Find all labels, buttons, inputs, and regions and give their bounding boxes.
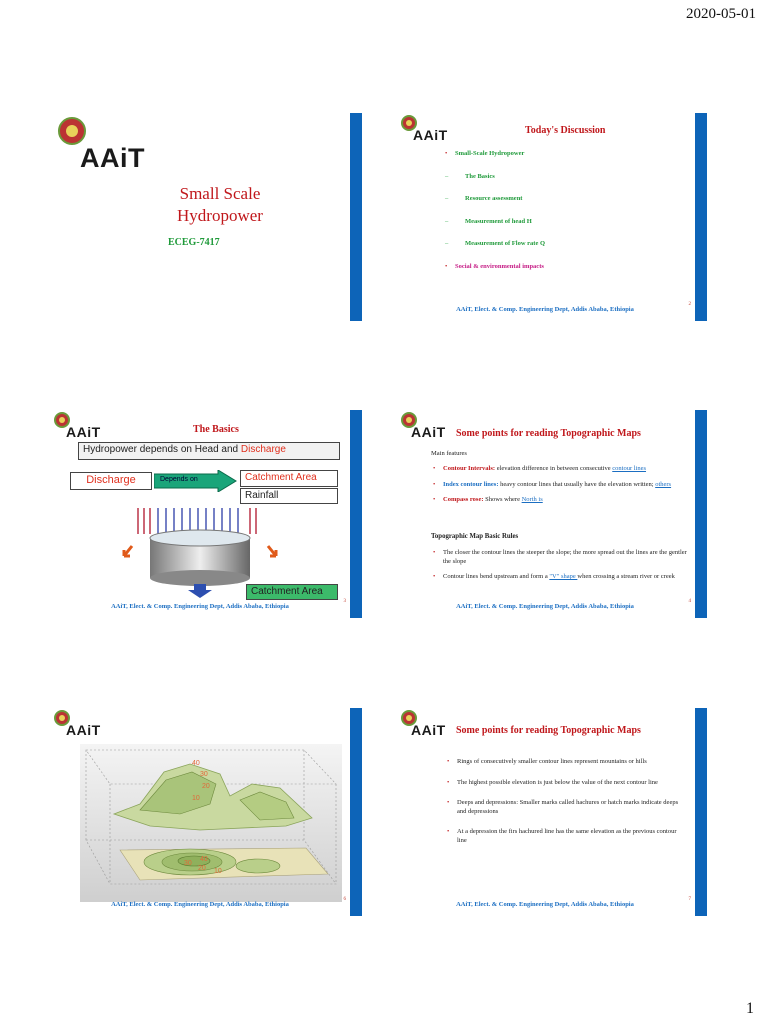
brand-name: AAiT xyxy=(80,143,145,173)
head-discharge-banner: Hydropower depends on Head and Discharge xyxy=(78,442,340,460)
slide-side-bar xyxy=(695,410,707,618)
elevation-label-20: 20 xyxy=(202,783,210,790)
slide-footer: AAiT, Elect. & Comp. Engineering Dept, Addis Ababa, Ethiopia xyxy=(111,603,289,610)
list-item: • Social & environmental impacts xyxy=(443,263,683,272)
slide-footer: AAiT, Elect. & Comp. Engineering Dept, Addis Ababa, Ethiopia xyxy=(456,306,634,313)
brand-name: AAiT xyxy=(411,424,446,440)
brand-name: AAiT xyxy=(66,424,101,440)
slide-number: 4 xyxy=(688,599,691,604)
slide-6 xyxy=(395,708,707,916)
map-label-40: 40 xyxy=(200,856,208,863)
list-item: – Measurement of Flow rate Q xyxy=(443,240,683,249)
list-item: • Compass rose: Shows where North is xyxy=(431,496,695,505)
list-item: • Contour Intervals: elevation difference in between consecutive contour lines xyxy=(431,465,695,474)
discharge-box: Discharge xyxy=(70,472,152,490)
slide-title: Small Scale Hydropower xyxy=(177,184,263,225)
main-features-heading: Main features xyxy=(431,450,467,457)
list-item: • Index contour lines: heavy contour lines that usually have the elevation written; others xyxy=(431,481,695,490)
slide-footer: AAiT, Elect. & Comp. Engineering Dept, Addis Ababa, Ethiopia xyxy=(111,901,289,908)
list-item: – Measurement of head H xyxy=(443,218,683,227)
depends-on-label: Depends on xyxy=(160,476,198,483)
brand-name: AAiT xyxy=(411,722,446,738)
contour-lines-link[interactable]: contour lines xyxy=(612,465,647,472)
slide-3 xyxy=(50,410,362,618)
slide-title: Today's Discussion xyxy=(525,125,606,136)
elevation-label-10: 10 xyxy=(192,795,200,802)
slide-footer: AAiT, Elect. & Comp. Engineering Dept, Addis Ababa, Ethiopia xyxy=(456,901,634,908)
list-item: • The closer the contour lines the steeper the slope; the more spread out the lines are the gentler the slope xyxy=(431,549,695,566)
3d-contour-terrain-illustration xyxy=(80,744,342,902)
elevation-label-30: 30 xyxy=(200,771,208,778)
slide-title: Some points for reading Topographic Maps xyxy=(456,725,641,736)
slide-number: 7 xyxy=(688,897,691,902)
list-item: • The highest possible elevation is just below the value of the next contour line xyxy=(445,779,679,788)
others-link[interactable]: others xyxy=(655,480,672,488)
map-label-20: 20 xyxy=(198,865,206,872)
map-label-30: 30 xyxy=(184,860,192,867)
print-date: 2020-05-01 xyxy=(686,6,756,22)
slide-side-bar xyxy=(350,410,362,618)
slide-number: 2 xyxy=(688,302,691,307)
list-item: • Contour lines bend upstream and form a "V" shape when crossing a stream river or creek xyxy=(431,573,695,582)
list-item: • Small-Scale Hydropower xyxy=(443,150,683,159)
north-is-link[interactable]: North is xyxy=(521,496,543,503)
slide-footer: AAiT, Elect. & Comp. Engineering Dept, Addis Ababa, Ethiopia xyxy=(456,603,634,610)
rainfall-box: Rainfall xyxy=(240,488,338,504)
slide-number: 6 xyxy=(343,897,346,902)
catchment-area-box-bottom: Catchment Area xyxy=(246,584,338,600)
slide-title: Some points for reading Topographic Maps xyxy=(456,428,641,439)
elevation-label-40: 40 xyxy=(192,760,200,767)
brand-name: AAiT xyxy=(66,722,101,738)
course-code: ECEG-7417 xyxy=(168,237,220,248)
list-item: – Resource assessment xyxy=(443,195,683,204)
map-label-10: 10 xyxy=(214,868,222,875)
slide-title: The Basics xyxy=(193,424,239,435)
slide-1 xyxy=(50,113,362,321)
v-shape-link[interactable]: "V" shape xyxy=(549,573,578,580)
list-item: • At a depression the firs hachured line has the same elevation as the previous contour line xyxy=(445,828,679,845)
list-item: – The Basics xyxy=(443,173,683,182)
basic-rules-heading: Topographic Map Basic Rules xyxy=(431,533,519,540)
slide-side-bar xyxy=(695,708,707,916)
slide-4 xyxy=(395,410,707,618)
slide-2 xyxy=(395,113,707,321)
brand-name: AAiT xyxy=(413,127,448,143)
slide-number: 3 xyxy=(343,599,346,604)
aait-logo-icon xyxy=(58,117,86,145)
slide-5 xyxy=(50,708,362,916)
catchment-area-box: Catchment Area xyxy=(240,470,338,487)
list-item: • Deeps and depressions: Smaller marks called hachures or hatch marks indicate deeps and depressions xyxy=(445,799,679,816)
slide-side-bar xyxy=(350,708,362,916)
slide-side-bar xyxy=(350,113,362,321)
list-item: • Rings of consecutively smaller contour lines represent mountains or hills xyxy=(445,758,679,767)
page-number: 1 xyxy=(746,1000,754,1017)
slide-side-bar xyxy=(695,113,707,321)
